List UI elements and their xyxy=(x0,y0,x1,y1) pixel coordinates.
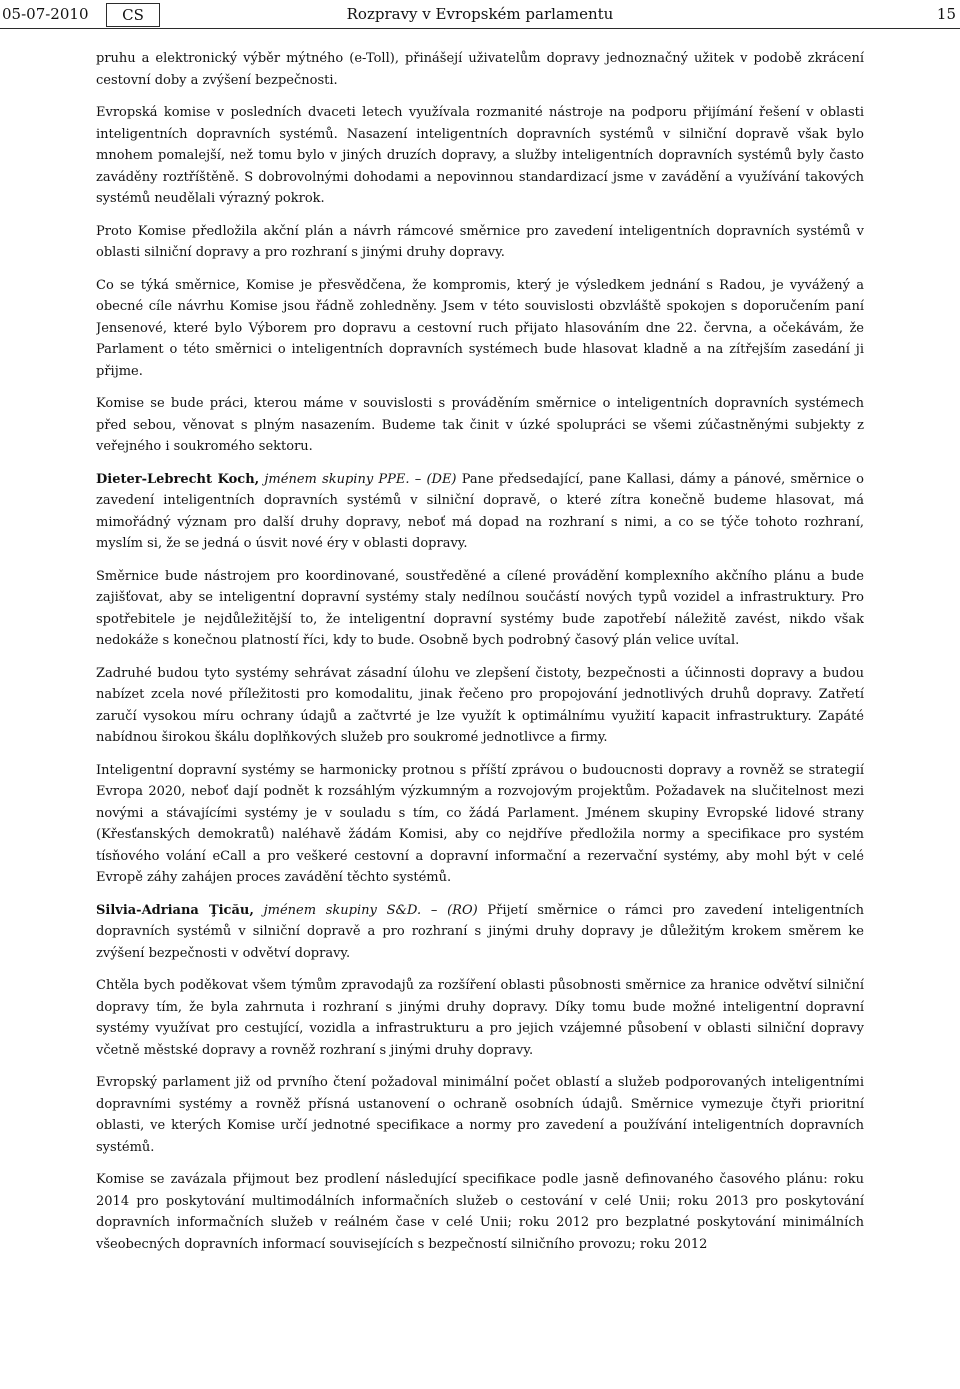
paragraph: Proto Komise předložila akční plán a návrh rámcové směrnice pro zavedení inteligentních dopravních systémů v oblasti silniční dopravy a pro rozhraní s jinými druhy dopravy. xyxy=(96,223,864,260)
speaker-group: jménem skupiny PPE. xyxy=(264,471,410,487)
speaker-language: – (DE) xyxy=(414,471,457,487)
page-number: 15 xyxy=(936,5,956,23)
header-title: Rozpravy v Evropském parlamentu xyxy=(346,5,614,23)
page-header xyxy=(0,0,960,29)
document-body xyxy=(96,48,864,1389)
paragraph: Inteligentní dopravní systémy se harmonicky protnou s příští zprávou o budoucnosti dopravy a rovněž se strategií Evropa 2020, neboť dají podnět k rozsáhlým výzkumným a rozvojovým projektům. Požadavek na slučitelnost mezi novými a stávajícími systémy je v souladu s tím, co žádá Parlament. Jménem skupiny Evropské lidové strany (Křesťanských demokratů) naléhavě žádám Komisi, aby co nejdříve předložila normy a specifikace pro systém tísňového volání eCall a pro veškeré cestovní a dopravní informační a rezervační systémy, aby mohl být v celé Evropě záhy zahájen proces zavádění těchto systémů. xyxy=(96,762,864,885)
paragraph: Komise se zavázala přijmout bez prodlení následující specifikace podle jasně definovaného časového plánu: roku 2014 pro poskytování multimodálních informačních služeb o cestování v celé Unii; roku 2013 pro poskytování dopravních informačních služeb v reálném čase v celé Unii; roku 2012 pro bezplatné poskytování minimálních všeobecných dopravních informací souvisejících s bezpečností silničního provozu; roku 2012 xyxy=(96,1172,864,1252)
paragraph: Co se týká směrnice, Komise je přesvědčena, že kompromis, který je výsledkem jednání s Radou, je vyvážený a obecné cíle návrhu Komise jsou řádně zohledněny. Jsem v této souvislosti obzvláště spokojen s doporučením paní Jensenové, které bylo Výborem pro dopravu a cestovní ruch přijato hlasováním dne 22. června, a očekávám, že Parlament o této směrnici o inteligentních dopravních systémech bude hlasovat kladně a na zítřejším zasedání ji přijme. xyxy=(96,277,864,379)
speaker-paragraph: Silvia-Adriana Ţicău, jménem skupiny S&D. – (RO) Přijetí směrnice o rámci pro zavedení inteligentních dopravních systémů v silniční dopravě a pro rozhraní s jinými druhy dopravy je důležitým krokem směrem ke zvýšení bezpečnosti v odvětví dopravy. xyxy=(96,902,864,961)
paragraph: Směrnice bude nástrojem pro koordinované, soustředěné a cílené provádění komplexního akčního plánu a bude zajišťovat, aby se inteligentní dopravní systémy staly nedílnou součástí nových typů vozidel a infrastruktury. Pro spotřebitele je nejdůležitější to, že inteligentní dopravní systémy bude zapotřebí náležitě zavést, nikdo však nedokáže s konečnou platností říci, kdy to bude. Osobně bych podrobný časový plán velice uvítal. xyxy=(96,568,864,648)
paragraph: pruhu a elektronický výběr mýtného (e-Toll), přinášejí uživatelům dopravy jednoznačný užitek v podobě zkrácení cestovní doby a zvýšení bezpečnosti. xyxy=(96,51,864,88)
paragraph: Zadruhé budou tyto systémy sehrávat zásadní úlohu ve zlepšení čistoty, bezpečnosti a účinnosti dopravy a budou nabízet zcela nové příležitosti pro komodalitu, jinak řečeno pro propojování jednotlivých druhů dopravy. Zatřetí zaručí vysokou míru ochrany údajů a začtvrté je lze využít k optimálnímu využití kapacit infrastruktury. Zapáté nabídnou širokou škálu doplňkových služeb pro soukromé jednotlivce a firmy. xyxy=(96,665,864,745)
paragraph: Evropský parlament již od prvního čtení požadoval minimální počet oblastí a služeb podporovaných inteligentními dopravními systémy a rovněž přísná ustanovení o ochraně osobních údajů. Směrnice vymezuje čtyři prioritní oblasti, ve kterých Komise určí jednotné specifikace a normy pro zavedení a používání inteligentních dopravních systémů. xyxy=(96,1075,864,1155)
speaker-paragraph: Dieter-Lebrecht Koch, jménem skupiny PPE. – (DE) Pane předsedající, pane Kallasi, dámy a pánové, směrnice o zavedení inteligentních dopravních systémů v silniční dopravě, o které zítra konečně budeme hlasovat, má mimořádný význam pro další druhy dopravy, neboť má dopad na rozhraní s nimi, a co se týče tohoto rozhraní, myslím si, že se jedná o úsvit nové éry v oblasti dopravy. xyxy=(96,471,864,551)
paragraph: Evropská komise v posledních dvaceti letech využívala rozmanité nástroje na podporu přijímání řešení v oblasti inteligentních dopravních systémů. Nasazení inteligentních dopravních systémů v silniční dopravě však bylo mnohem pomalejší, než tomu bylo v jiných druzích dopravy, a služby inteligentních dopravních systémů byly často zaváděny roztříštěně. S dobrovolnými dohodami a nepovinnou standardizací jsme v zavádění a využívání takových systémů neudělali výrazný pokrok. xyxy=(96,105,864,206)
language-badge: CS xyxy=(106,3,160,27)
speaker-language: – (RO) xyxy=(430,902,478,918)
header-date: 05-07-2010 xyxy=(2,5,89,23)
speaker-name: Silvia-Adriana Ţicău, xyxy=(96,902,254,918)
speaker-name: Dieter-Lebrecht Koch, xyxy=(96,471,260,487)
paragraph: Komise se bude práci, kterou máme v souvislosti s prováděním směrnice o inteligentních dopravních systémech před sebou, věnovat s plným nasazením. Budeme tak činit v úzké spolupráci se všemi zúčastněnými subjekty z veřejného i soukromého sektoru. xyxy=(96,396,864,454)
speaker-group: jménem skupiny S&D. xyxy=(263,902,422,918)
paragraph: Chtěla bych poděkovat všem týmům zpravodajů za rozšíření oblasti působnosti směrnice za hranice odvětví silniční dopravy tím, že byla zahrnuta i rozhraní s jinými druhy dopravy. Díky tomu bude možné inteligentní dopravní systémy využívat pro cestující, vozidla a infrastrukturu a pro jejich vzájemné působení v oblasti silniční dopravy včetně městské dopravy a rovněž rozhraní s jinými druhy dopravy. xyxy=(96,978,864,1058)
